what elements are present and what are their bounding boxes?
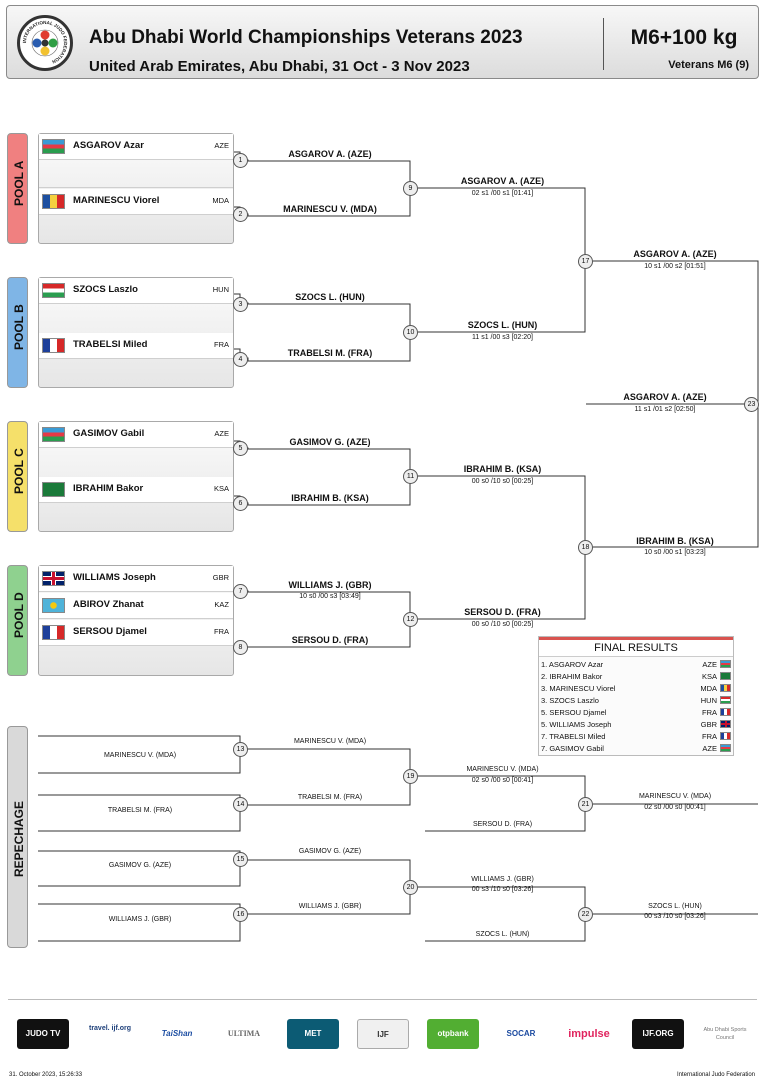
final-winner: ASGAROV A. (AZE): [623, 392, 707, 402]
contest-number[interactable]: 5: [233, 441, 248, 456]
flag-fra-icon: [42, 625, 65, 640]
result-name: 7. TRABELSI Miled: [541, 732, 606, 741]
contest-number[interactable]: 14: [233, 797, 248, 812]
result-name: 2. IBRAHIM Bakor: [541, 672, 603, 681]
athlete-name: SZOCS Laszlo: [73, 284, 138, 295]
result-name: 7. GASIMOV Gabil: [541, 744, 604, 753]
athlete-row[interactable]: [39, 134, 233, 160]
contest-number[interactable]: 21: [578, 797, 593, 812]
contest-number[interactable]: 3: [233, 297, 248, 312]
flag-aze-icon: [720, 660, 731, 668]
final-score: 11 s1 /01 s2 [02:50]: [634, 406, 696, 413]
event-title: Abu Dhabi World Championships Veterans 2023: [89, 27, 523, 48]
pool-c-tab: [7, 421, 28, 532]
flag-aze-icon: [42, 427, 65, 442]
athlete-country: FRA: [214, 627, 229, 636]
result-name: 1. ASGAROV Azar: [541, 660, 604, 669]
result-name: 3. SZOCS Laszlo: [541, 696, 599, 705]
result-country: FRA: [702, 708, 717, 717]
bronze-winner: MARINESCU V. (MDA): [638, 793, 712, 800]
result-country: HUN: [700, 696, 717, 705]
sponsor-travel-logo[interactable]: travel. ijf.org: [88, 1025, 131, 1032]
contest-number[interactable]: 17: [578, 254, 593, 269]
logo-ring-text: INTERNATIONAL JUDO FEDERATION: [21, 19, 69, 65]
result-country: FRA: [702, 732, 717, 741]
sponsor-ijf-emblem-logo[interactable]: IJF: [357, 1019, 409, 1049]
event-subtitle: United Arab Emirates, Abu Dhabi, 31 Oct - 3 Nov 2023: [89, 58, 470, 75]
result-row: [541, 719, 731, 731]
flag-fra-icon: [720, 708, 731, 716]
athlete-row[interactable]: [39, 620, 233, 646]
contest-number[interactable]: 18: [578, 540, 593, 555]
result-country: AZE: [702, 660, 717, 669]
flag-fra-icon: [42, 338, 65, 353]
bout-score: 10 s1 /00 s2 [01:51]: [644, 263, 706, 270]
empty-row: [39, 160, 233, 188]
final-results-panel: [538, 636, 734, 756]
bout-score: 02 s1 /00 s1 [01:41]: [471, 190, 534, 197]
print-timestamp: 31. October 2023, 15:26:33: [9, 1072, 83, 1078]
pool-a-tab: [7, 133, 28, 244]
bout-winner: SERSOU D. (FRA): [291, 635, 369, 645]
bout-score: 10 s0 /00 s1 [03:23]: [644, 549, 706, 556]
contest-number[interactable]: 13: [233, 742, 248, 757]
sponsor-judotv-logo[interactable]: JUDO TV: [17, 1019, 69, 1049]
bronze-winner: SZOCS L. (HUN): [648, 903, 702, 910]
repechage-entrant: SZOCS L. (HUN): [475, 931, 530, 938]
repechage-winner: GASIMOV G. (AZE): [298, 848, 362, 855]
pool-b-label: POOL B: [12, 304, 26, 350]
contest-number[interactable]: 15: [233, 852, 248, 867]
bout-winner: MARINESCU V. (MDA): [283, 204, 377, 214]
result-name: 5. WILLIAMS Joseph: [541, 720, 612, 729]
bout-winner: IBRAHIM B. (KSA): [291, 493, 369, 503]
bout-winner: ASGAROV A. (AZE): [460, 176, 545, 186]
sponsor-adsc-logo[interactable]: Abu Dhabi Sports Council: [703, 1027, 747, 1041]
athlete-country: HUN: [212, 285, 229, 294]
repechage-winner: WILLIAMS J. (GBR): [471, 876, 534, 883]
pool-c-label: POOL C: [12, 448, 26, 494]
result-country: MDA: [700, 684, 717, 693]
sponsor-divider: [8, 999, 757, 1000]
sponsor-ultima-logo[interactable]: ULTIMA: [227, 1029, 261, 1038]
bout-score: 00 s3 /10 s0 [03:26]: [471, 886, 534, 893]
flag-ksa-icon: [42, 482, 65, 497]
pool-b-tab: [7, 277, 28, 388]
athlete-name: MARINESCU Viorel: [73, 195, 160, 206]
athlete-row[interactable]: [39, 477, 233, 503]
flag-mda-icon: [42, 194, 65, 209]
final-results-title: FINAL RESULTS: [539, 637, 733, 657]
repechage-entrant: TRABELSI M. (FRA): [107, 807, 173, 814]
repechage-entrant: GASIMOV G. (AZE): [108, 862, 172, 869]
contest-number[interactable]: 20: [403, 880, 418, 895]
sponsor-met-logo[interactable]: MET: [287, 1019, 339, 1049]
athlete-country: FRA: [214, 340, 229, 349]
result-country: GBR: [700, 720, 717, 729]
flag-gbr-icon: [720, 720, 731, 728]
repechage-tab: [7, 726, 28, 948]
bout-winner: IBRAHIM B. (KSA): [463, 464, 542, 474]
contest-number[interactable]: 4: [233, 352, 248, 367]
athlete-name: GASIMOV Gabil: [73, 428, 145, 439]
contest-number[interactable]: 7: [233, 584, 248, 599]
result-row: [541, 731, 731, 743]
bout-winner: ASGAROV A. (AZE): [633, 249, 717, 259]
contest-number[interactable]: 9: [403, 181, 418, 196]
athlete-country: AZE: [214, 429, 229, 438]
athlete-row[interactable]: [39, 333, 233, 359]
repechage-entrant: MARINESCU V. (MDA): [103, 752, 177, 759]
bout-score: 10 s0 /00 s3 [03:49]: [299, 593, 361, 600]
result-name: 3. MARINESCU Viorel: [541, 684, 616, 693]
repechage-label: REPECHAGE: [12, 800, 26, 877]
contest-number[interactable]: 1: [233, 153, 248, 168]
flag-fra-icon: [720, 732, 731, 740]
bout-winner: GASIMOV G. (AZE): [289, 437, 371, 447]
bout-score: 00 s0 /10 s0 [00:25]: [471, 621, 534, 628]
athlete-name: TRABELSI Miled: [73, 339, 148, 350]
bout-score: 02 s0 /00 s0 [00:41]: [471, 777, 534, 784]
bout-winner: SERSOU D. (FRA): [464, 607, 541, 617]
bout-winner: IBRAHIM B. (KSA): [636, 536, 714, 546]
athlete-name: ASGAROV Azar: [73, 140, 144, 151]
contest-number[interactable]: 11: [403, 469, 418, 484]
contest-number[interactable]: 23: [744, 397, 759, 412]
bout-winner: SZOCS L. (HUN): [295, 292, 365, 302]
flag-hun-icon: [42, 283, 65, 298]
sponsor-otpbank-logo[interactable]: otpbank: [427, 1019, 479, 1049]
result-row: [541, 683, 731, 695]
bout-winner: ASGAROV A. (AZE): [288, 149, 372, 159]
athlete-country: KSA: [213, 484, 229, 493]
result-row: [541, 707, 731, 719]
athlete-country: AZE: [214, 141, 229, 150]
athlete-country: GBR: [212, 573, 229, 582]
flag-gbr-icon: [42, 571, 65, 586]
bout-winner: WILLIAMS J. (GBR): [288, 580, 372, 590]
sponsor-ijforg-logo[interactable]: IJF.ORG: [632, 1019, 684, 1049]
result-row: [541, 659, 731, 671]
contest-number[interactable]: 2: [233, 207, 248, 222]
category-subtitle: Veterans M6 (9): [668, 59, 749, 71]
contest-number[interactable]: 12: [403, 612, 418, 627]
pool-d-tab: [7, 565, 28, 676]
pool-a-label: POOL A: [12, 160, 26, 206]
bout-winner: SZOCS L. (HUN): [467, 320, 538, 330]
sponsor-impulse-logo[interactable]: impulse: [568, 1028, 610, 1040]
flag-hun-icon: [720, 696, 731, 704]
contest-number[interactable]: 8: [233, 640, 248, 655]
sponsor-taishan-logo[interactable]: TaiShan: [161, 1029, 193, 1038]
contest-number[interactable]: 22: [578, 907, 593, 922]
bout-score: 11 s1 /00 s3 [02:20]: [472, 334, 533, 341]
result-row: [541, 671, 731, 683]
result-row: [541, 743, 731, 755]
athlete-country: KAZ: [214, 600, 229, 609]
sponsor-socar-logo[interactable]: SOCAR: [506, 1029, 536, 1038]
athlete-country: MDA: [212, 196, 229, 205]
footer-org: International Judo Federation: [676, 1072, 755, 1078]
weight-category: M6+100 kg: [630, 26, 738, 49]
athlete-row[interactable]: [39, 566, 233, 592]
athlete-name: ABIROV Zhanat: [73, 599, 144, 610]
repechage-winner: MARINESCU V. (MDA): [466, 766, 539, 773]
bout-score: 00 s0 /10 s0 [00:25]: [471, 478, 534, 485]
result-row: [541, 695, 731, 707]
repechage-entrant: SERSOU D. (FRA): [472, 821, 533, 828]
athlete-row[interactable]: [39, 189, 233, 215]
contest-number[interactable]: 10: [403, 325, 418, 340]
repechage-entrant: WILLIAMS J. (GBR): [108, 916, 172, 923]
flag-kaz-icon: [42, 598, 65, 613]
contest-number[interactable]: 6: [233, 496, 248, 511]
athlete-name: WILLIAMS Joseph: [73, 572, 156, 583]
bout-winner: TRABELSI M. (FRA): [287, 348, 373, 358]
athlete-row[interactable]: [39, 422, 233, 448]
repechage-winner: TRABELSI M. (FRA): [297, 794, 363, 801]
flag-ksa-icon: [720, 672, 731, 680]
contest-number[interactable]: 19: [403, 769, 418, 784]
flag-aze-icon: [42, 139, 65, 154]
result-name: 5. SERSOU Djamel: [541, 708, 607, 717]
flag-mda-icon: [720, 684, 731, 692]
repechage-winner: MARINESCU V. (MDA): [293, 738, 367, 745]
athlete-name: IBRAHIM Bakor: [73, 483, 144, 494]
athlete-name: SERSOU Djamel: [73, 626, 147, 637]
contest-number[interactable]: 16: [233, 907, 248, 922]
repechage-winner: WILLIAMS J. (GBR): [298, 903, 362, 910]
result-country: KSA: [701, 672, 717, 681]
pool-d-label: POOL D: [12, 592, 26, 638]
athlete-row[interactable]: [39, 593, 233, 619]
bout-score: 02 s0 /00 s0 [00:41]: [644, 804, 706, 811]
flag-aze-icon: [720, 744, 731, 752]
result-country: AZE: [702, 744, 717, 753]
bout-score: 00 s3 /10 s0 [03:26]: [644, 913, 706, 920]
athlete-row[interactable]: [39, 278, 233, 304]
